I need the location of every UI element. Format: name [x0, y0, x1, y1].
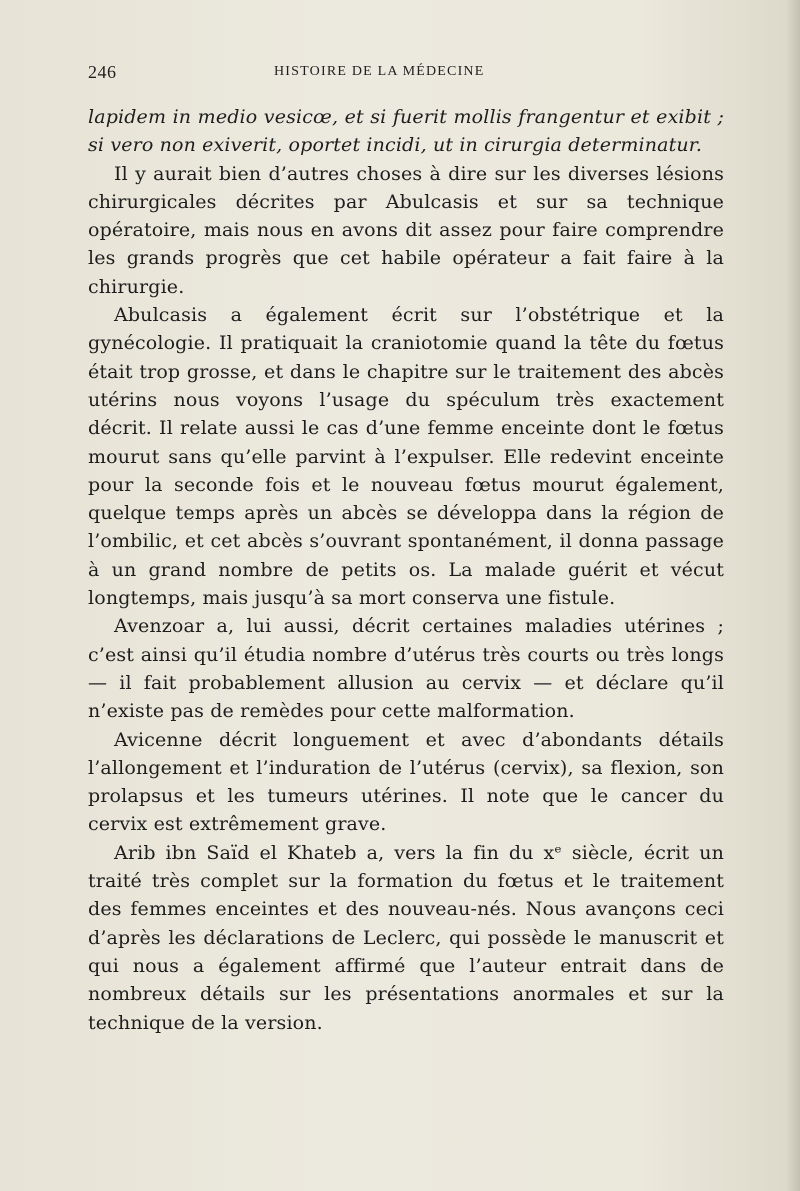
- paragraph-abulcasis-surgery: Il y aurait bien d’autres choses à dire sur les diverses lésions chirurgicales décrites par Abulcasis et sur sa technique opératoire, mais nous en avons dit assez pour faire comprendre les grands progrès que cet habile opérateur a fait faire à la chirurgie.: [88, 162, 724, 298]
- page-edge-shadow: [786, 0, 800, 1191]
- paragraph-avicenne: Avicenne décrit longuement et avec d’abondants détails l’allongement et l’induration de l’utérus (cervix), sa flexion, son prolapsus et les tumeurs utérines. Il note que le cancer du cervix est extrêmement grave.: [88, 728, 724, 836]
- page-header: [88, 62, 724, 86]
- running-title: HISTOIRE DE LA MÉDECINE: [274, 64, 485, 79]
- latin-quote-paragraph: lapidem in medio vesicœ, et si fuerit mollis frangentur et exibit ; si vero non exiverit, oportet incidi, ut in cirurgia determinatur.: [88, 106, 724, 157]
- paragraph-avenzoar: Avenzoar a, lui aussi, décrit certaines maladies utérines ; c’est ainsi qu’il étudia nombre d’utérus très courts ou très longs — il fait probablement allusion au cervix — et déclare qu’il n’existe pas de remèdes pour cette malformation.: [88, 615, 724, 723]
- paragraph-abulcasis-obstetrics: Abulcasis a également écrit sur l’obstétrique et la gynécologie. Il pratiquait la craniotomie quand la tête du fœtus était trop grosse, et dans le chapitre sur le traitement des abcès utérins nous voyons l’usage du spéculum très exactement décrit. Il relate aussi le cas d’une femme enceinte dont le fœtus mourut sans qu’elle parvint à l’expulser. Elle redevint enceinte pour la seconde fois et le nouveau fœtus mourut également, quelque temps après un abcès se développa dans la région de l’ombilic, et cet abcès s’ouvrant spontanément, il donna passage à un grand nombre de petits os. La malade guérit et vécut longtemps, mais jusqu’à sa mort conserva une fistule.: [88, 304, 724, 610]
- body-text: [88, 103, 724, 1037]
- page-number: 246: [88, 62, 117, 82]
- paragraph-arib-ibn-said: Arib ibn Saïd el Khateb a, vers la fin du xᵉ siècle, écrit un traité très complet sur la formation du fœtus et le traitement des femmes enceintes et des nouveau-nés. Nous avançons ceci d’après les déclarations de Leclerc, qui possède le manuscrit et qui nous a également affirmé que l’auteur entrait dans de nombreux détails sur les présentations anormales et sur la technique de la version.: [88, 841, 724, 1034]
